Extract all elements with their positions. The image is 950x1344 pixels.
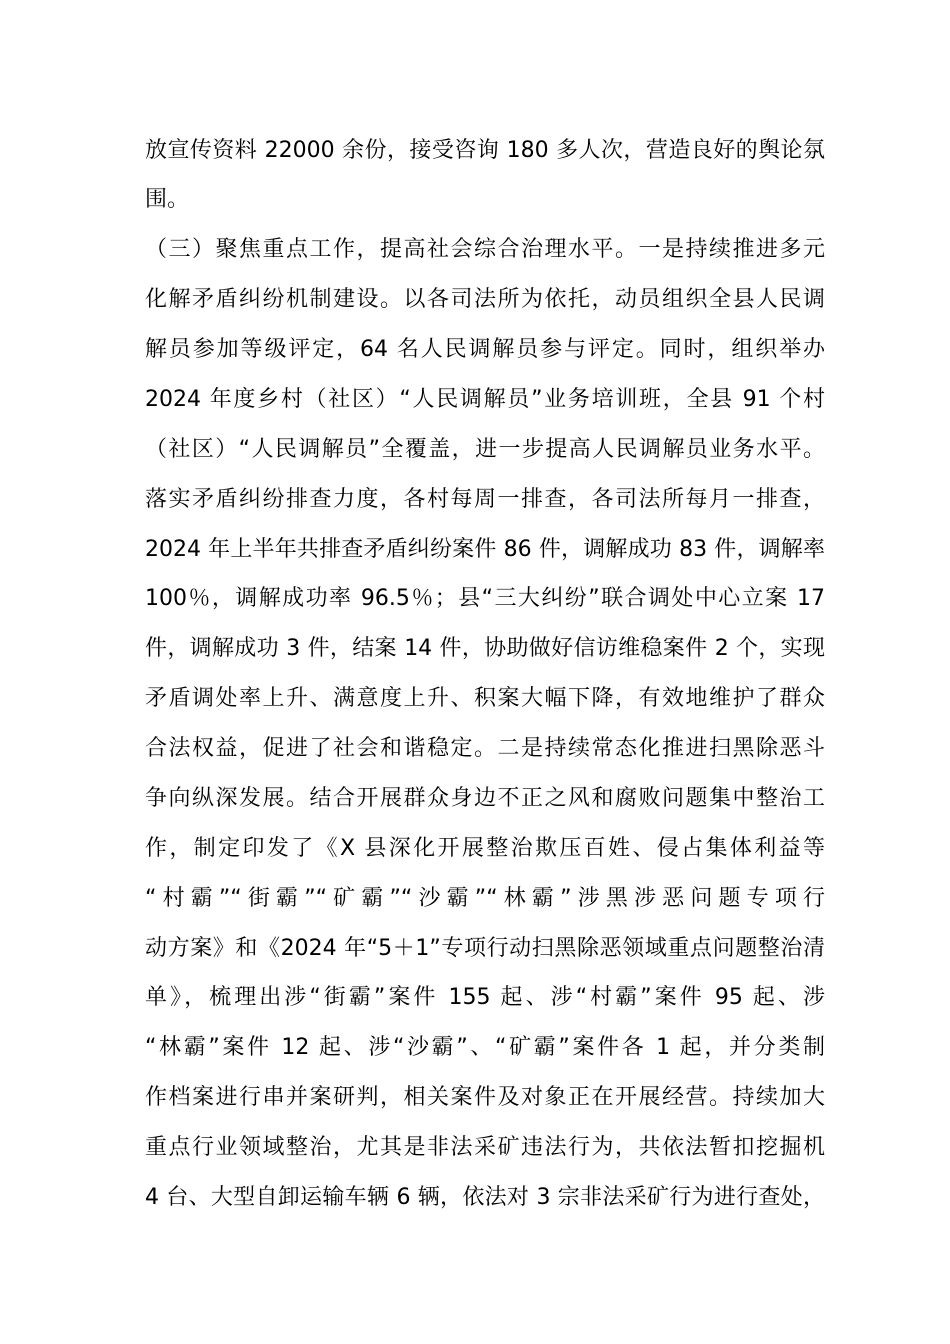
text-line-20: 作档案进行串并案研判，相关案件及对象正在开展经营。持续加大 — [145, 1085, 825, 1110]
text-line-5: 解员参加等级评定，64 名人民调解员参与评定。同时，组织举办 — [145, 337, 825, 362]
text-line-13: 合法权益，促进了社会和谐稳定。二是持续常态化推进扫黑除恶斗 — [145, 736, 825, 761]
text-line-22: 4 台、大型自卸运输车辆 6 辆，依法对 3 宗非法采矿行为进行查处， — [145, 1185, 825, 1210]
text-line-16: “村霸”“街霸”“矿霸”“沙霸”“林霸”涉黑涉恶问题专项行 — [145, 886, 825, 911]
text-line-19: “林霸”案件 12 起、涉“沙霸”、“矿霸”案件各 1 起，并分类制 — [145, 1035, 825, 1060]
text-line-3: （三）聚焦重点工作，提高社会综合治理水平。一是持续推进多元 — [145, 237, 825, 262]
text-line-8: 落实矛盾纠纷排查力度，各村每周一排查，各司法所每月一排查， — [145, 487, 825, 512]
text-line-14: 争向纵深发展。结合开展群众身边不正之风和腐败问题集中整治工 — [145, 786, 825, 811]
text-line-10: 100％，调解成功率 96.5％；县“三大纠纷”联合调处中心立案 17 — [145, 586, 825, 611]
text-line-11: 件，调解成功 3 件，结案 14 件，协助做好信访维稳案件 2 个，实现 — [145, 636, 825, 661]
text-line-4: 化解矛盾纠纷机制建设。以各司法所为依托，动员组织全县人民调 — [145, 287, 825, 312]
text-line-6: 2024 年度乡村（社区）“人民调解员”业务培训班，全县 91 个村 — [145, 387, 825, 412]
text-line-2: 围。 — [145, 187, 190, 212]
text-line-18: 单》，梳理出涉“街霸”案件 155 起、涉“村霸”案件 95 起、涉 — [145, 985, 825, 1010]
text-line-7: （社区）“人民调解员”全覆盖，进一步提高人民调解员业务水平。 — [145, 437, 825, 462]
text-line-17: 动方案》和《2024 年“5＋1”专项行动扫黑除恶领域重点问题整治清 — [145, 936, 825, 961]
text-line-1: 放宣传资料 22000 余份，接受咨询 180 多人次，营造良好的舆论氛 — [145, 138, 825, 163]
text-line-21: 重点行业领域整治，尤其是非法采矿违法行为，共依法暂扣挖掘机 — [145, 1135, 825, 1160]
text-line-12: 矛盾调处率上升、满意度上升、积案大幅下降，有效地维护了群众 — [145, 686, 825, 711]
text-line-9: 2024 年上半年共排查矛盾纠纷案件 86 件，调解成功 83 件，调解率 — [145, 537, 825, 562]
text-line-15: 作，制定印发了《X 县深化开展整治欺压百姓、侵占集体利益等 — [145, 836, 825, 861]
